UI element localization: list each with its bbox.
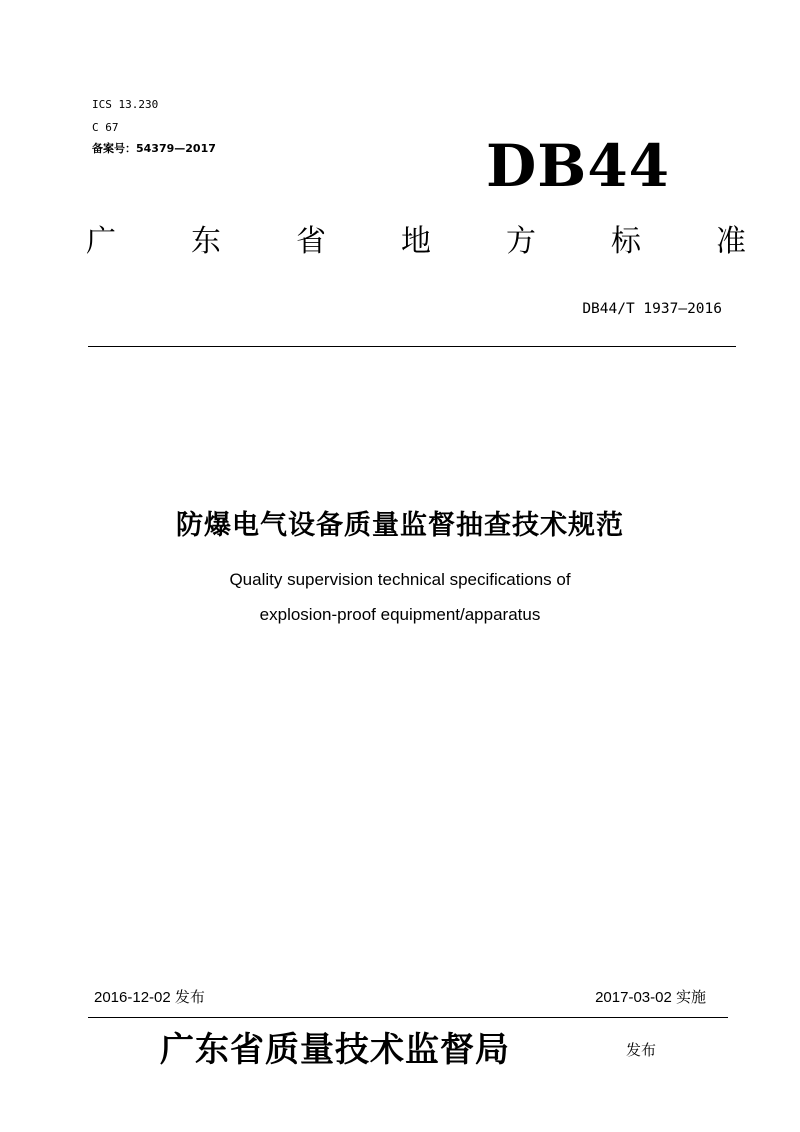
document-title-en-line1: Quality supervision technical specifications of <box>229 570 571 589</box>
standard-number: DB44/T 1937—2016 <box>582 301 722 317</box>
effective-date: 2017-03-02 实施 <box>595 989 706 1006</box>
standard-code-logo: DB44 <box>486 132 671 200</box>
bottom-divider <box>88 1017 728 1018</box>
standard-type-char: 东 <box>191 224 221 259</box>
standard-type-char: 方 <box>506 224 536 259</box>
top-divider <box>88 346 736 347</box>
ccs-code: C 67 <box>92 121 119 134</box>
standard-type-char: 省 <box>296 224 326 259</box>
issuing-authority: 广东省质量技术监督局 <box>160 1030 510 1070</box>
standard-type-char: 广 <box>86 224 116 259</box>
standard-type-heading <box>86 218 746 266</box>
record-number: 备案号：54379—2017 <box>92 142 216 155</box>
standard-type-char: 地 <box>401 224 431 259</box>
issue-date: 2016-12-02 发布 <box>94 989 205 1006</box>
standard-type-char: 准 <box>716 224 746 259</box>
ics-code: ICS 13.230 <box>92 98 159 111</box>
issuing-authority-suffix: 发布 <box>626 1041 657 1059</box>
document-title-en-line2: explosion-proof equipment/apparatus <box>259 605 541 624</box>
standard-type-char: 标 <box>611 224 641 259</box>
document-title-cn: 防爆电气设备质量监督抽查技术规范 <box>176 510 624 541</box>
